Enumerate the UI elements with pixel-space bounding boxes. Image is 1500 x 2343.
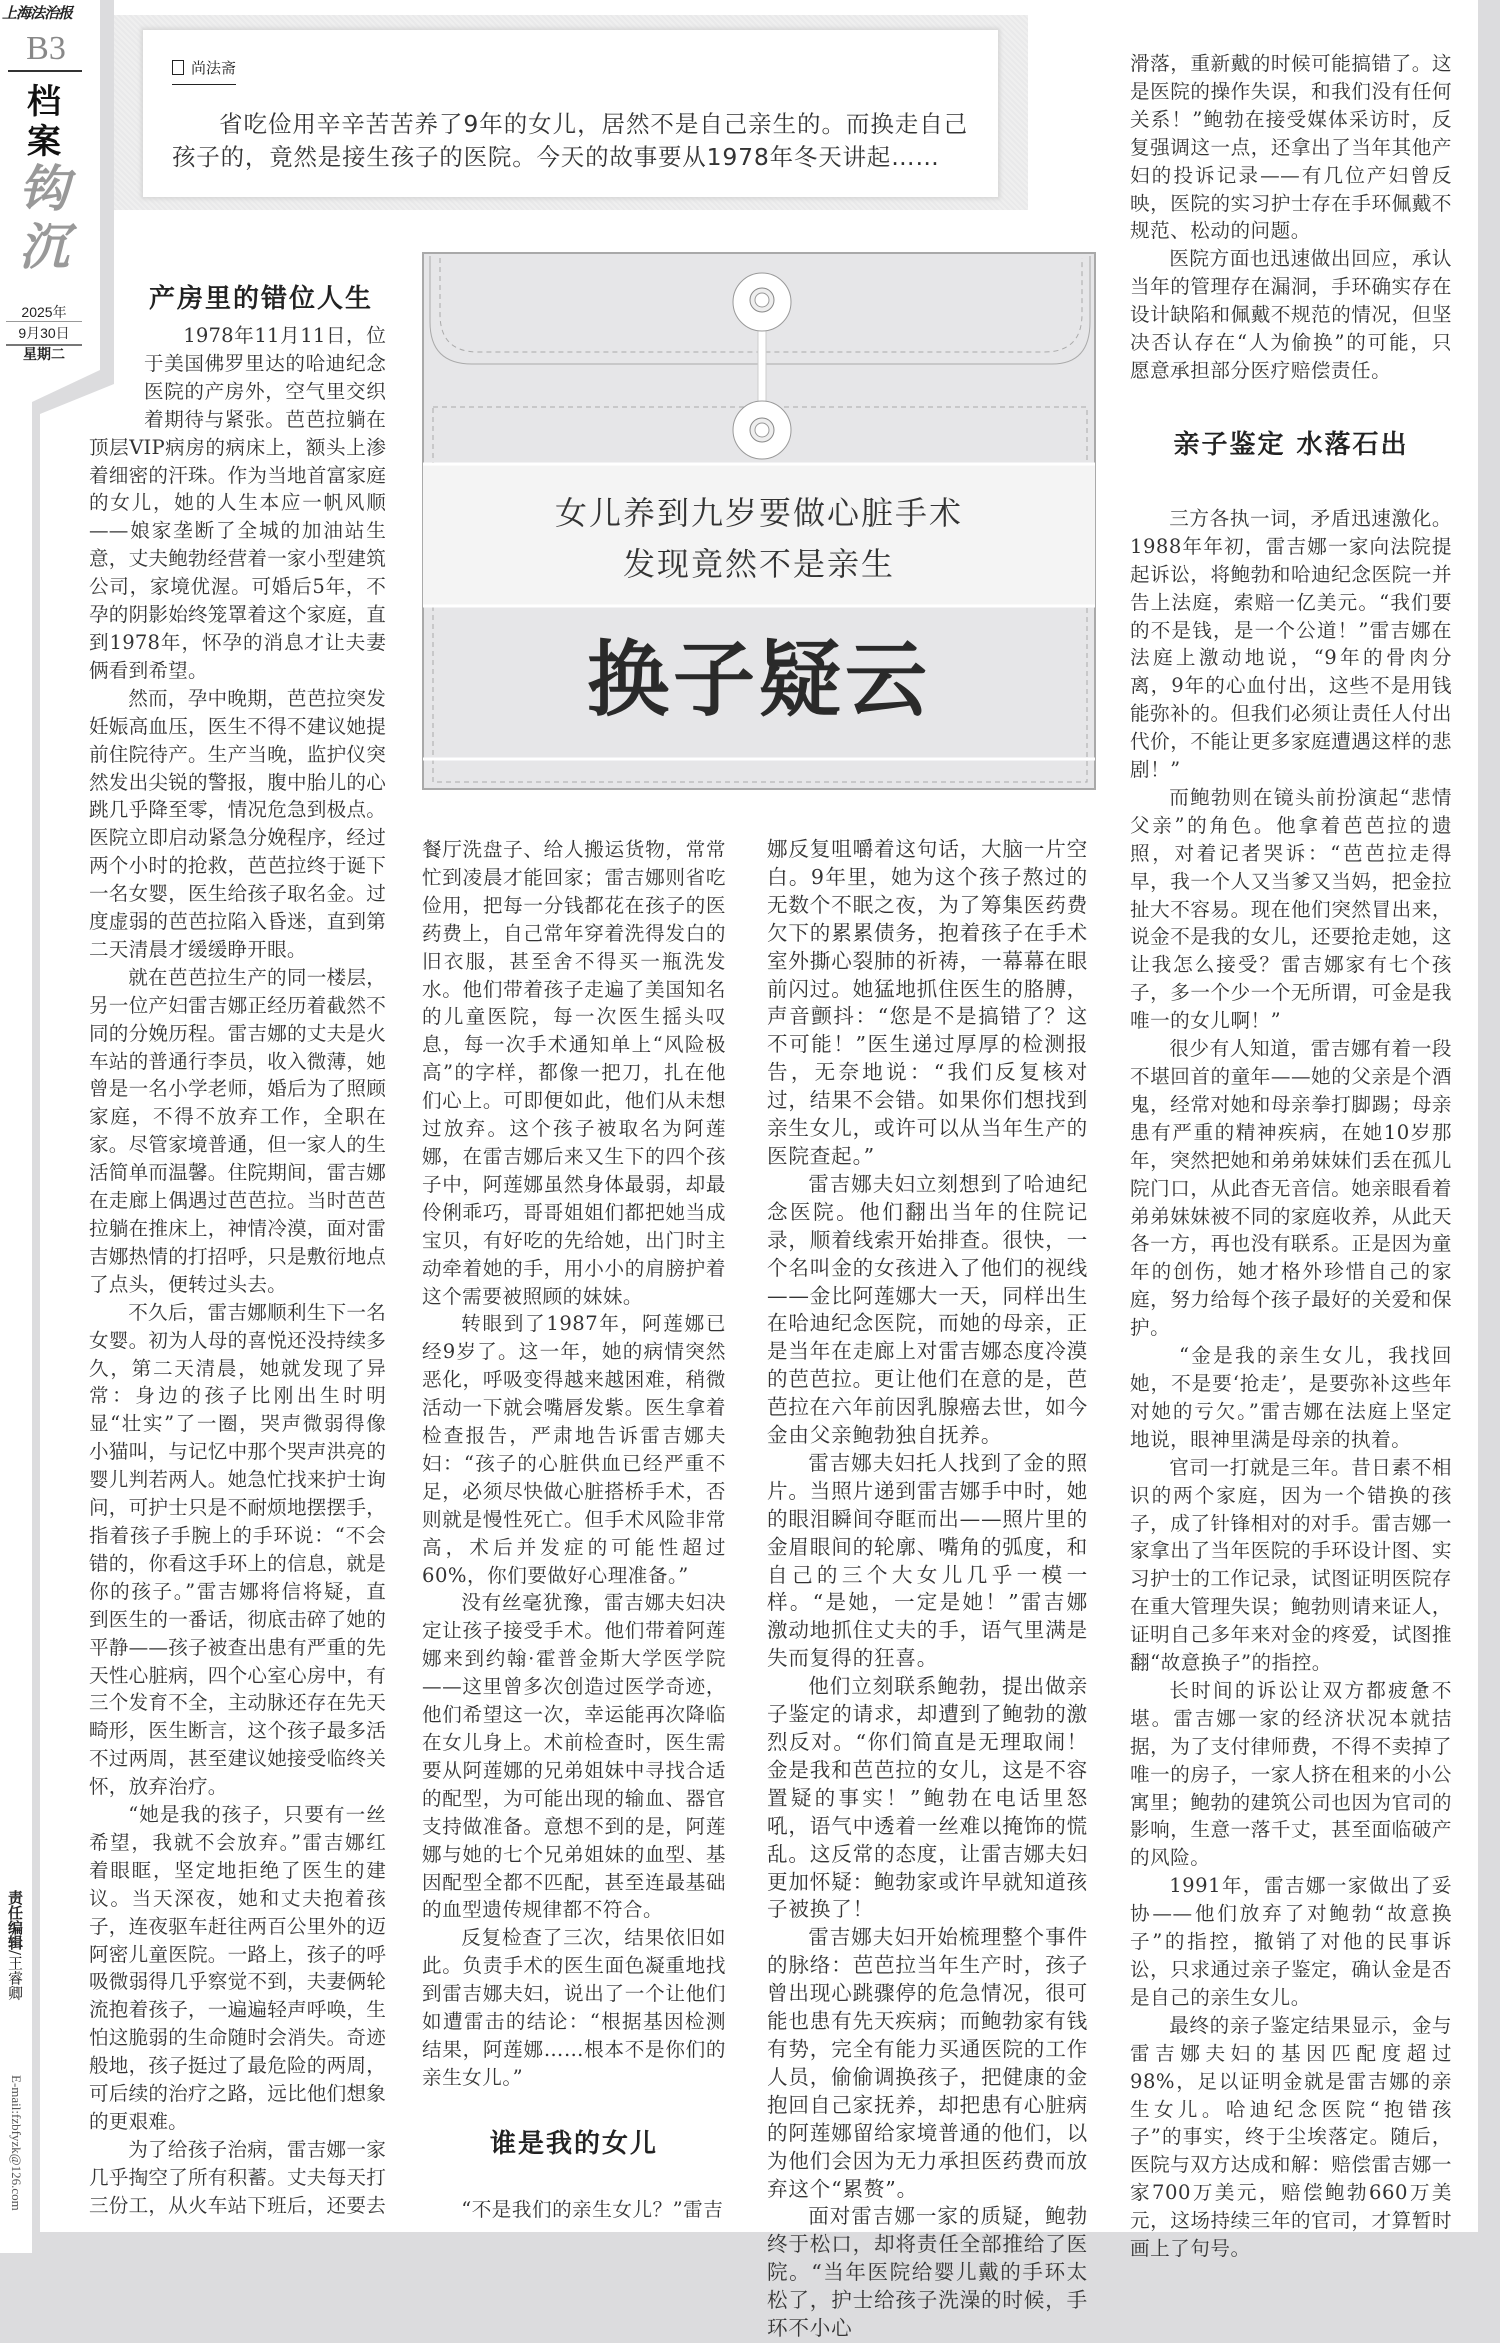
paragraph: 雷吉娜夫妇立刻想到了哈迪纪念医院。他们翻出当年的住院记录，顺着线索开始排查。很快，一个名叫金的女孩进入了他们的视线——金比阿莲娜大一天，同样出生在哈迪纪念医院，而她的母亲，正是当年在走廊上对雷吉娜态度冷漠的芭芭拉。更让他们在意的是，芭芭拉在六年前因乳腺癌去世，如今金由父亲鲍勃独自抚养。 bbox=[767, 1171, 1088, 1448]
paragraph: 雷吉娜夫妇托人找到了金的照片。当照片递到雷吉娜手中时，她的眼泪瞬间夺眶而出——照片里的金眉眼间的轮廓、嘴角的弧度，和自己的三个大女儿几乎一模一样。“是她，一定是她！”雷吉娜激动地抓住丈夫的手，语气里满是失而复得的狂喜。 bbox=[767, 1450, 1088, 1671]
paragraph: 而鲍勃则在镜头前扮演起“悲情父亲”的角色。他拿着芭芭拉的遗照，对着记者哭诉：“芭芭拉走得早，我一个人又当爹又当妈，把金拉扯大不容易。现在他们突然冒出来，说金不是我的女儿，还要抢走她，这让我怎么接受？雷吉娜家有七个孩子，多一个少一个无所谓，可金是我唯一的女儿啊！” bbox=[1130, 785, 1452, 1033]
paragraph: 官司一打就是三年。昔日素不相识的两个家庭，因为一个错换的孩子，成了针锋相对的对手。雷吉娜一家拿出了当年医院的手环设计图、实习护士的工作记录，试图证明医院存在重大管理失误；鲍勃则请来证人，证明自己多年来对金的疼爱，试图推翻“故意换子”的指控。 bbox=[1130, 1455, 1452, 1675]
paragraph: 雷吉娜夫妇开始梳理整个事件的脉络：芭芭拉当年生产时，孩子曾出现心跳骤停的危急情况，很可能也患有先天疾病；而鲍勃家有钱有势，完全有能力买通医院的工作人员，偷偷调换孩子，把健康的金抱回自己家抚养，却把患有心脏病的阿莲娜留给家境普通的他们，以为他们会因为无力承担医药费而放弃这个“累赘”。 bbox=[767, 1925, 1088, 2201]
paragraph: 他们立刻联系鲍勃，提出做亲子鉴定的请求，却遭到了鲍勃的激烈反对。“你们简直是无理取闹！金是我和芭芭拉的女儿，这是不容置疑的事实！”鲍勃在电话里怒吼，语气中透着一丝难以掩饰的慌乱。这反常的态度，让雷吉娜夫妇更加怀疑：鲍勃家或许早就知道孩子被换了！ bbox=[767, 1674, 1088, 1922]
divider bbox=[8, 70, 82, 72]
article-column-2 bbox=[422, 836, 726, 2232]
column-name-primary: 档案 bbox=[27, 82, 61, 162]
weekday: 星期二 bbox=[23, 347, 65, 363]
paragraph: 最终的亲子鉴定结果显示，金与雷吉娜夫妇的基因匹配度超过98%，足以证明金就是雷吉娜的亲生女儿。哈迪纪念医院“抱错孩子”的事实，终于尘埃落定。随后，医院与双方达成和解：赔偿雷吉娜一家700万美元，赔偿鲍勃660万美元，这场持续三年的官司，才算暂时画上了句号。 bbox=[1130, 2013, 1452, 2261]
paragraph: 没有丝毫犹豫，雷吉娜夫妇决定让孩子接受手术。他们带着阿莲娜来到约翰·霍普金斯大学医学院——这里曾多次创造过医学奇迹，他们希望这一次，幸运能再次降临在女儿身上。术前检查时，医生需要从阿莲娜的兄弟姐妹中寻找合适的配型，为可能出现的输血、器官支持做准备。意想不到的是，阿莲娜与她的七个兄弟姐妹的血型、基因配型全都不匹配，甚至连最基础的血型遗传规律都不符合。 bbox=[422, 1591, 726, 1922]
column-name-secondary: 钩沉 bbox=[19, 159, 69, 276]
paragraph: “不是我们的亲生女儿？”雷吉 bbox=[461, 2197, 724, 2221]
author-name: 尚法斋 bbox=[191, 59, 237, 77]
paragraph: 很少有人知道，雷吉娜有着一段不堪回首的童年——她的父亲是个酒鬼，经常对她和母亲拳打脚踢；母亲患有严重的精神疾病，在她10岁那年，突然把她和弟弟妹妹们丢在孤儿院门口，从此杳无音信。她亲眼看着弟弟妹妹被不同的家庭收养，从此天各一方，再也没有联系。正是因为童年的创伤，她才格外珍惜自己的家庭，努力给每个孩子最好的关爱和保护。 bbox=[1130, 1037, 1452, 1340]
square-icon bbox=[172, 60, 184, 75]
paragraph: 三方各执一词，矛盾迅速激化。1988年年初，雷吉娜一家向法院提起诉讼，将鲍勃和哈迪纪念医院一并告上法庭，索赔一亿美元。“我们要的不是钱，是一个公道！”雷吉娜在法庭上激动地说，“9年的骨肉分离，9年的心血付出，这些不是用钱能弥补的。但我们必须让责任人付出代价，不能让更多家庭遭遇这样的悲剧！” bbox=[1130, 506, 1452, 782]
newspaper-logo: 上海法治报 bbox=[2, 4, 73, 22]
paragraph: 医院方面也迅速做出回应，承认当年的管理存在漏洞，手环确实存在设计缺陷和佩戴不规范的情况，但坚决否认存在“人为偷换”的可能，只愿意承担部分医疗赔偿责任。 bbox=[1130, 247, 1452, 382]
editor-credit bbox=[2, 1890, 24, 2000]
date-year: 2025年 bbox=[21, 304, 67, 320]
button-top-icon bbox=[733, 273, 791, 331]
article-column-3 bbox=[767, 836, 1088, 2341]
paragraph: 反复检查了三次，结果依旧如此。负责手术的医生面色凝重地找到雷吉娜夫妇，说出了一个让他们如遭雷击的结论：“根据基因检测结果，阿莲娜……根本不是你们的亲生女儿。” bbox=[422, 1926, 726, 2089]
paragraph: “金是我的亲生女儿，我找回她，不是要‘抢走’，是要弥补这些年对她的亏欠。”雷吉娜在法庭上坚定地说，眼神里满是母亲的执着。 bbox=[1130, 1344, 1452, 1451]
paragraph: 1991年，雷吉娜一家做出了妥协——他们放弃了对鲍勃“故意换子”的指控，撤销了对他的民事诉讼，只求通过亲子鉴定，确认金是否是自己的亲生女儿。 bbox=[1130, 1874, 1452, 2009]
article-column-1 bbox=[89, 322, 386, 2232]
button-bottom-icon bbox=[733, 401, 791, 459]
article-column-4 bbox=[1130, 50, 1452, 2261]
section-heading: 产房里的错位人生 bbox=[148, 284, 373, 314]
paragraph: 不久后，雷吉娜顺利生下一名女婴。初为人母的喜悦还没持续多久，第二天清晨，她就发现了异常：身边的孩子比刚出生时明显“壮实”了一圈，哭声微弱得像小猫叫，与记忆中那个哭声洪亮的婴儿判若两人。她急忙找来护士询问，可护士只是不耐烦地摆摆手，指着孩子手腕上的手环说：“不会错的，你看这手环上的信息，就是你的孩子。”雷吉娜将信将疑，直到医生的一番话，彻底击碎了她的平静——孩子被查出患有严重的先天性心脏病，四个心室心房中，有三个发育不全，主动脉还存在先天畸形，医生断言，这个孩子最多活不过两周，甚至建议她接受临终关怀，放弃治疗。 bbox=[89, 1300, 386, 1799]
subtitle-line-1: 女儿养到九岁要做心脏手术 bbox=[554, 494, 963, 532]
feature-title: 换子疑云 bbox=[586, 632, 931, 728]
paragraph: 滑落，重新戴的时候可能搞错了。这是医院的操作失误，和我们没有任何关系！”鲍勃在接受媒体采访时，反复强调这一点，还拿出了当年其他产妇的投诉记录——有几位产妇曾反映，医院的实习护士存在手环佩戴不规范、松动的问题。 bbox=[1130, 52, 1452, 243]
subtitle-line-2: 发现竟然不是亲生 bbox=[622, 545, 895, 583]
page-number: B3 bbox=[26, 30, 66, 67]
paragraph: “她是我的孩子，只要有一丝希望，我就不会放弃。”雷吉娜红着眼眶，坚定地拒绝了医生的建议。当天深夜，她和丈夫抱着孩子，连夜驱车赶往两百公里外的迈阿密儿童医院。一路上，孩子的呼吸微弱得几乎察觉不到，夫妻俩轮流抱着孩子，一遍遍轻声呼唤，生怕这脆弱的生命随时会消失。奇迹般地，孩子挺过了最危险的两周，可后续的治疗之路，远比他们想象的更艰难。 bbox=[89, 1803, 386, 2133]
feature-subtitle bbox=[422, 488, 1096, 590]
paragraph: 然而，孕中晚期，芭芭拉突发妊娠高血压，医生不得不建议她提前住院待产。生产当晚，监护仪突然发出尖锐的警报，腹中胎儿的心跳几乎降至零，情况危急到极点。医院立即启动紧急分娩程序，经过两个小时的抢救，芭芭拉终于诞下一名女婴，医生给孩子取名金。过度虚弱的芭芭拉陷入昏迷，直到第二天清晨才缓缓睁开眼。 bbox=[89, 686, 386, 961]
editor-name: /王睿卿 bbox=[6, 1950, 24, 2001]
paragraph: 为了给孩子治病，雷吉娜一家几乎掏空了所有积蓄。丈夫每天打三份工，从火车站下班后，还要去 bbox=[89, 2137, 386, 2217]
paragraph: 1978年11月11日，位于美国佛罗里达的哈迪纪念医院的产房外，空气里交织着期待与紧张。芭芭拉躺在顶层VIP病房的病床上，额头上渗着细密的汗珠。作为当地首富家庭的女儿，她的人生本应一帆风顺——娘家垄断了全城的加油站生意，丈夫鲍勃经营着一家小型建筑公司，家境优渥。可婚后5年，不孕的阴影始终笼罩着这个家庭，直到1978年，怀孕的消息才让夫妻俩看到希望。 bbox=[89, 324, 386, 682]
paragraph: 娜反复咀嚼着这句话，大脑一片空白。9年里，她为这个孩子熬过的无数个不眠之夜，为了筹集医药费欠下的累累债务，抱着孩子在手术室外撕心裂肺的祈祷，一幕幕在眼前闪过。她猛地抓住医生的胳膊，声音颤抖：“您是不是搞错了？这不可能！”医生递过厚厚的检测报告，无奈地说：“我们反复核对过，结果不会错。如果你们想找到亲生女儿，或许可以从当年生产的医院查起。” bbox=[767, 837, 1088, 1168]
intro-text: 省吃俭用辛辛苦苦养了9年的女儿，居然不是自己亲生的。而换走自己孩子的，竟然是接生孩子的医院。今天的故事要从1978年冬天讲起…… bbox=[172, 110, 968, 171]
paragraph: 转眼到了1987年，阿莲娜已经9岁了。这一年，她的病情突然恶化，呼吸变得越来越困难，稍微活动一下就会嘴唇发紫。医生拿着检查报告，严肃地告诉雷吉娜夫妇：“孩子的心脏供血已经严重不足，必须尽快做心脏搭桥手术，否则就是慢性死亡。但手术风险非常高，术后并发症的可能性超过60%，你们要做好心理准备。” bbox=[422, 1312, 726, 1587]
date-day: 9月30日 bbox=[6, 321, 82, 346]
editor-label: 责任编辑 bbox=[6, 1890, 24, 1950]
paragraph: 面对雷吉娜一家的质疑，鲍勃终于松口，却将责任全部推给了医院。“当年医院给婴儿戴的手环太松了，护士给孩子洗澡的时候，手环不小心 bbox=[767, 2204, 1088, 2341]
section-heading: 谁是我的女儿 bbox=[489, 2128, 658, 2159]
paragraph: 长时间的诉讼让双方都疲惫不堪。雷吉娜一家的经济状况本就拮据，为了支付律师费，不得不卖掉了唯一的房子，一家人挤在租来的小公寓里；鲍勃的建筑公司也因为官司的影响，生意一落千丈，甚至面临破产的风险。 bbox=[1130, 1678, 1452, 1870]
editor-email[interactable]: E-mail:fzbfyzk@126.com bbox=[9, 2075, 24, 2211]
author-tag bbox=[172, 57, 236, 85]
sidebar-notch-spacer bbox=[89, 322, 144, 406]
paragraph: 就在芭芭拉生产的同一楼层，另一位产妇雷吉娜正经历着截然不同的分娩历程。雷吉娜的丈夫是火车站的普通行李员，收入微薄，她曾是一名小学老师，婚后为了照顾家庭，不得不放弃工作，全职在家。尽管家境普通，但一家人的生活简单而温馨。住院期间，雷吉娜在走廊上偶遇过芭芭拉。当时芭芭拉躺在推床上，神情冷漠，面对雷吉娜热情的打招呼，只是敷衍地点了点头，便转过头去。 bbox=[89, 965, 386, 1296]
section-heading: 亲子鉴定 水落石出 bbox=[1173, 429, 1409, 460]
paragraph: 餐厅洗盘子、给人搬运货物，常常忙到凌晨才能回家；雷吉娜则省吃俭用，把每一分钱都花在孩子的医药费上，自己常年穿着洗得发白的旧衣服，甚至舍不得买一瓶洗发水。他们带着孩子走遍了美国知名的儿童医院，每一次医生摇头叹息，每一次手术通知单上“风险极高”的字样，都像一把刀，扎在他们心上。可即便如此，他们从未想过放弃。这个孩子被取名为阿莲娜，在雷吉娜后来又生下的四个孩子中，阿莲娜虽然身体最弱，却最伶俐乖巧，哥哥姐姐们都把她当成宝贝，有好吃的先给她，出门时主动牵着她的手，用小小的肩膀护着这个需要被照顾的妹妹。 bbox=[422, 838, 726, 1308]
